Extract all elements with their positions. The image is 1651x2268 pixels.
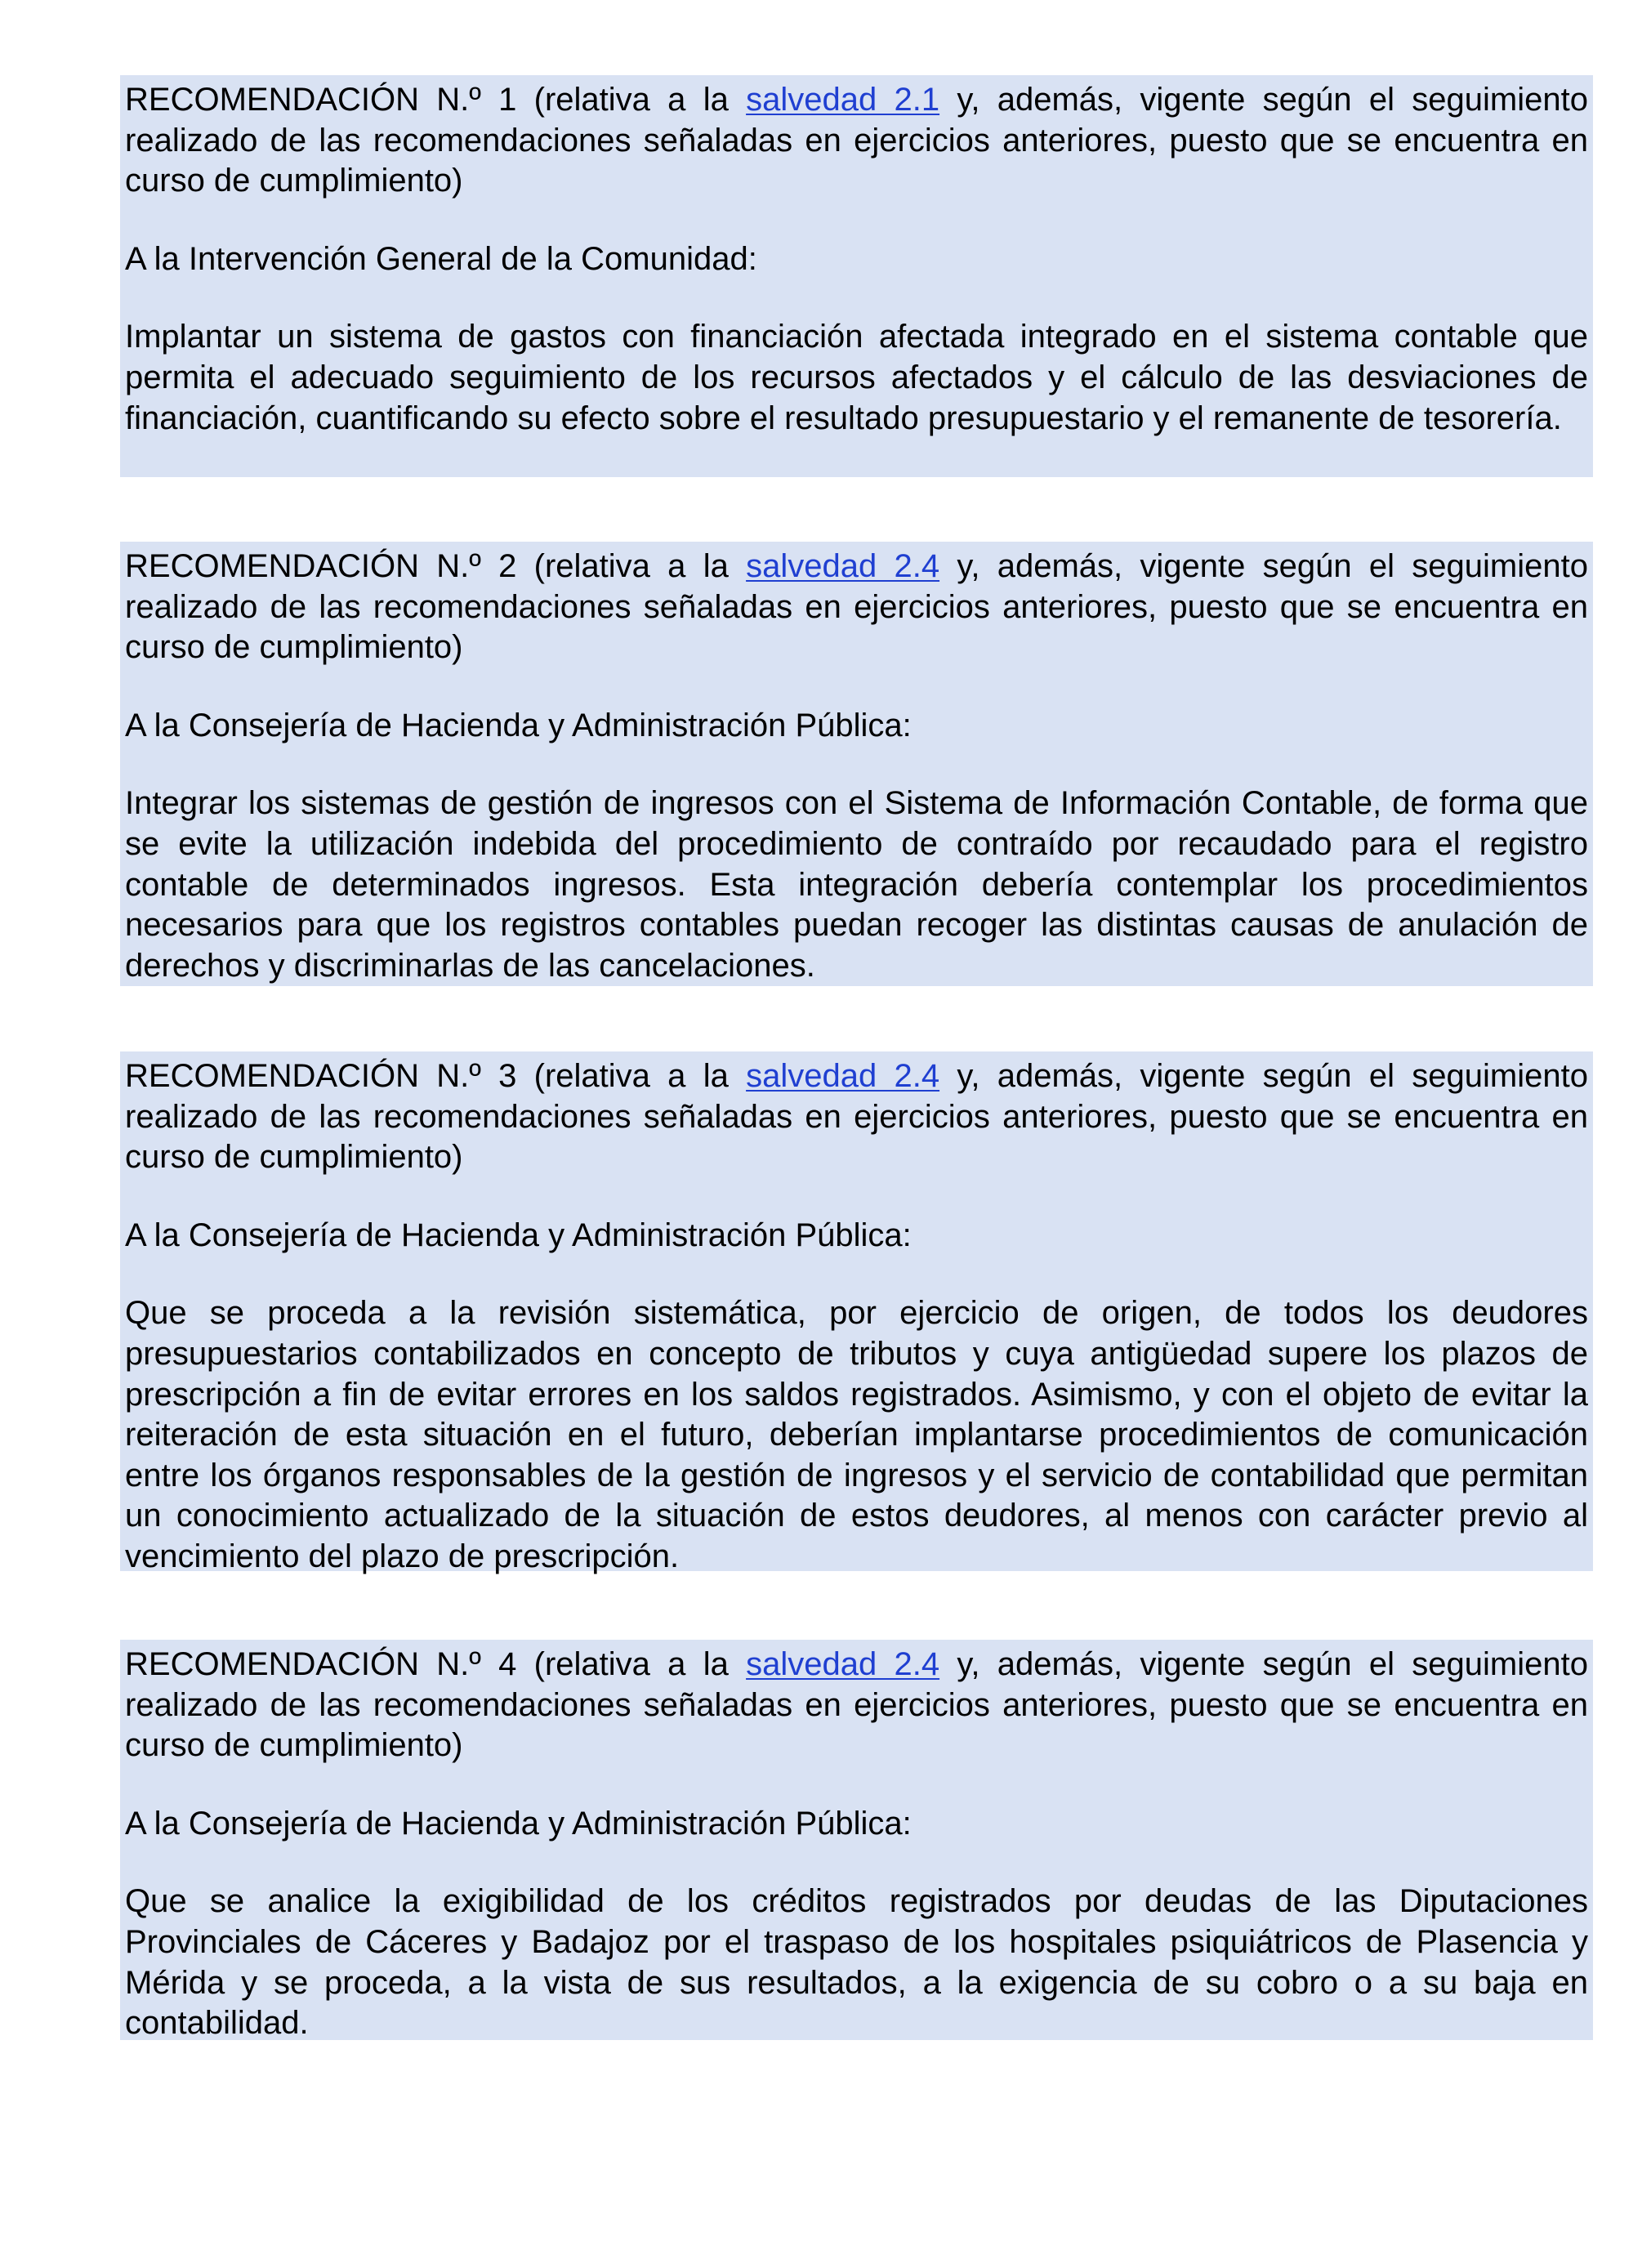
salvedad-link[interactable]: salvedad 2.4	[746, 1646, 940, 1682]
recommendation-2	[120, 542, 1593, 986]
recommendation-body: Implantar un sistema de gastos con financiación afectada integrado en el sistema contable que permita el adecuado seguimiento de los recursos afectados y el cálculo de las desviaciones de financiación, cuantificando su efecto sobre el resultado presupuestario y el remanente de tesorería.	[125, 319, 1588, 436]
salvedad-link[interactable]: salvedad 2.1	[746, 82, 940, 118]
heading-prefix: RECOMENDACIÓN N.º 2 (relativa a la	[125, 548, 747, 584]
recommendation-body: Integrar los sistemas de gestión de ingresos con el Sistema de Información Contable, de forma que se evite la utilización indebida del procedimiento de contraído por recaudado para el registro contable de determinados ingresos. Esta integración debería contemplar los procedimientos necesarios para que los registros contables puedan recoger las distintas causas de anulación de derechos y discriminarlas de las cancelaciones.	[125, 785, 1588, 984]
recommendation-addressee: A la Intervención General de la Comunidad:	[125, 240, 757, 277]
heading-suffix: y, además, vigente según el seguimiento realizado de las recomendaciones señaladas en ejercicios anteriores, puesto que se encuentra en curso de cumplimiento)	[125, 82, 1588, 199]
heading-prefix: RECOMENDACIÓN N.º 1 (relativa a la	[125, 82, 747, 118]
recommendation-3	[120, 1051, 1593, 1574]
recommendation-addressee: A la Consejería de Hacienda y Administración Pública:	[125, 1805, 912, 1842]
heading-suffix: y, además, vigente según el seguimiento realizado de las recomendaciones señaladas en ejercicios anteriores, puesto que se encuentra en curso de cumplimiento)	[125, 1058, 1588, 1176]
heading-prefix: RECOMENDACIÓN N.º 4 (relativa a la	[125, 1646, 747, 1682]
salvedad-link[interactable]: salvedad 2.4	[746, 548, 940, 584]
recommendation-heading	[125, 547, 1588, 668]
heading-suffix: y, además, vigente según el seguimiento realizado de las recomendaciones señaladas en ejercicios anteriores, puesto que se encuentra en curso de cumplimiento)	[125, 548, 1588, 666]
recommendation-heading	[125, 80, 1588, 202]
recommendation-body: Que se proceda a la revisión sistemática, por ejercicio de origen, de todos los deudores presupuestarios contabilizados en concepto de tributos y cuya antigüedad supere los plazos de prescripción a fin de evitar errores en los saldos registrados. Asimismo, y con el objeto de evitar la reiteración de esta situación en el futuro, deberían implantarse procedimientos de comunicación entre los órganos responsables de la gestión de ingresos y el servicio de contabilidad que permitan un conocimiento actualizado de la situación de estos deudores, al menos con carácter previo al vencimiento del plazo de prescripción.	[125, 1295, 1588, 1574]
recommendation-1	[120, 75, 1593, 477]
recommendation-body: Que se analice la exigibilidad de los créditos registrados por deudas de las Diputaciones Provinciales de Cáceres y Badajoz por el traspaso de los hospitales psiquiátricos de Plasencia y Mérida y se proceda, a la vista de sus resultados, a la exigencia de su cobro o a su baja en contabilidad.	[125, 1883, 1588, 2042]
recommendation-heading	[125, 1645, 1588, 1766]
recommendation-addressee: A la Consejería de Hacienda y Administración Pública:	[125, 707, 912, 743]
heading-prefix: RECOMENDACIÓN N.º 3 (relativa a la	[125, 1058, 747, 1094]
recommendation-addressee: A la Consejería de Hacienda y Administración Pública:	[125, 1217, 912, 1253]
heading-suffix: y, además, vigente según el seguimiento realizado de las recomendaciones señaladas en ejercicios anteriores, puesto que se encuentra en curso de cumplimiento)	[125, 1646, 1588, 1764]
salvedad-link[interactable]: salvedad 2.4	[746, 1058, 940, 1094]
recommendation-4	[120, 1640, 1593, 2040]
recommendation-heading	[125, 1056, 1588, 1178]
